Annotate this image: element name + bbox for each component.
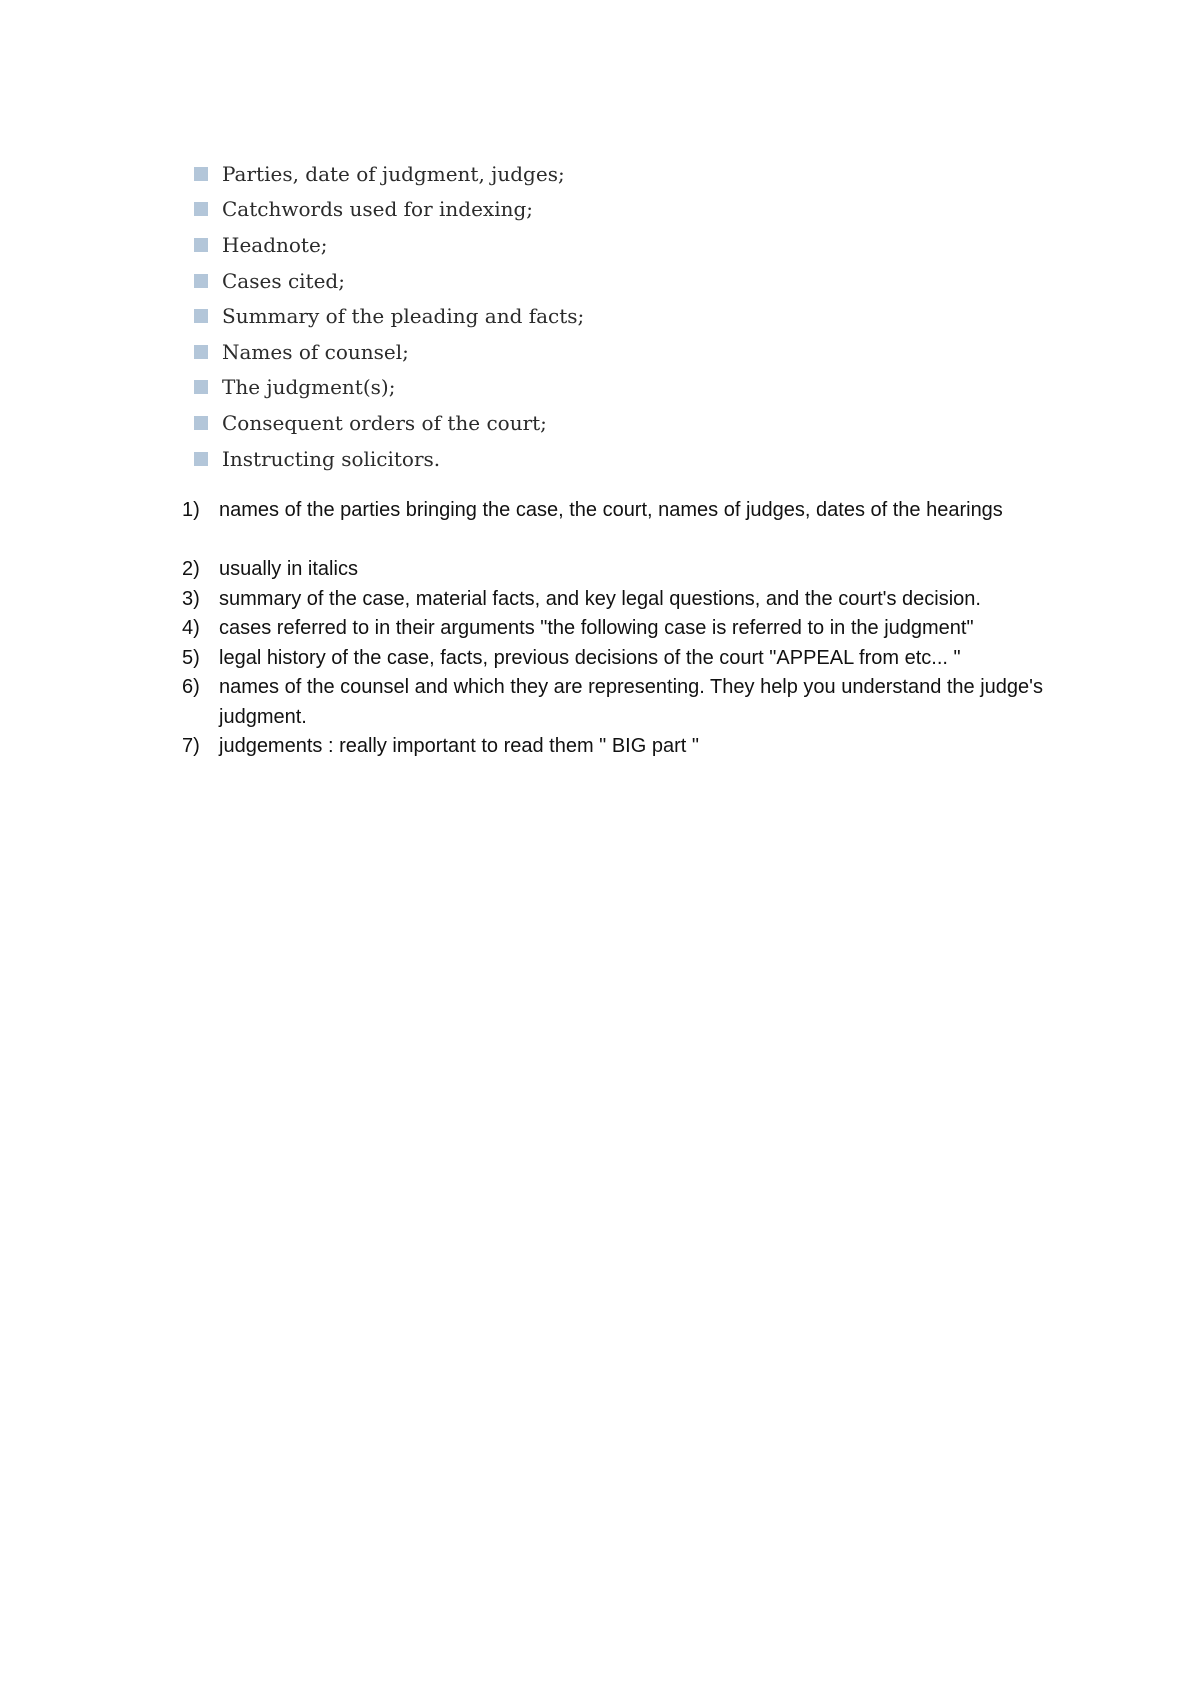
list-item	[194, 227, 584, 263]
square-bullet-icon	[194, 452, 208, 466]
square-bullet-icon	[194, 309, 208, 323]
list-item	[194, 441, 584, 477]
list-item	[194, 405, 584, 441]
bullet-text: Cases cited;	[222, 268, 345, 293]
note-number: 5)	[182, 646, 200, 669]
bullet-text: The judgment(s);	[222, 375, 396, 400]
note-text: judgements : really important to read them " BIG part "	[219, 735, 699, 757]
numbered-note	[182, 644, 1062, 674]
list-item	[194, 156, 584, 192]
bullet-text: Summary of the pleading and facts;	[222, 304, 585, 329]
numbered-note	[182, 555, 1062, 585]
note-text: summary of the case, material facts, and key legal questions, and the court's decision.	[219, 587, 981, 610]
square-bullet-icon	[194, 167, 208, 181]
note-text: cases referred to in their arguments "the following case is referred to in the judgment"	[219, 617, 974, 639]
note-number: 2)	[182, 558, 200, 580]
square-bullet-icon	[194, 416, 208, 430]
square-bullet-icon	[194, 274, 208, 288]
bullet-text: Instructing solicitors.	[222, 446, 441, 471]
report-structure-list	[194, 156, 584, 476]
square-bullet-icon	[194, 238, 208, 252]
numbered-note	[182, 614, 1062, 644]
numbered-note	[182, 496, 1062, 526]
bullet-text: Headnote;	[222, 232, 328, 257]
numbered-note	[182, 585, 1062, 615]
numbered-note	[182, 673, 1062, 732]
bullet-text: Catchwords used for indexing;	[222, 197, 534, 222]
list-item	[194, 370, 584, 406]
bullet-text: Consequent orders of the court;	[222, 410, 547, 435]
note-number: 3)	[182, 587, 200, 610]
notes-numbered-list	[182, 496, 1062, 762]
list-item	[194, 334, 584, 370]
numbered-note	[182, 732, 1062, 762]
bullet-text: Names of counsel;	[222, 339, 409, 364]
square-bullet-icon	[194, 380, 208, 394]
square-bullet-icon	[194, 202, 208, 216]
square-bullet-icon	[194, 345, 208, 359]
note-text: names of the counsel and which they are representing. They help you understand the judge's judgment.	[219, 676, 1043, 728]
note-number: 7)	[182, 735, 200, 757]
note-number: 1)	[182, 499, 200, 521]
bullet-text: Parties, date of judgment, judges;	[222, 161, 565, 186]
list-item	[194, 192, 584, 228]
note-text: usually in italics	[219, 558, 358, 580]
list-item	[194, 298, 584, 334]
note-number: 4)	[182, 617, 200, 639]
note-number: 6)	[182, 676, 200, 698]
list-item	[194, 263, 584, 299]
note-text: legal history of the case, facts, previous decisions of the court "APPEAL from etc... "	[219, 646, 961, 669]
note-text: names of the parties bringing the case, the court, names of judges, dates of the hearings	[219, 499, 1003, 521]
